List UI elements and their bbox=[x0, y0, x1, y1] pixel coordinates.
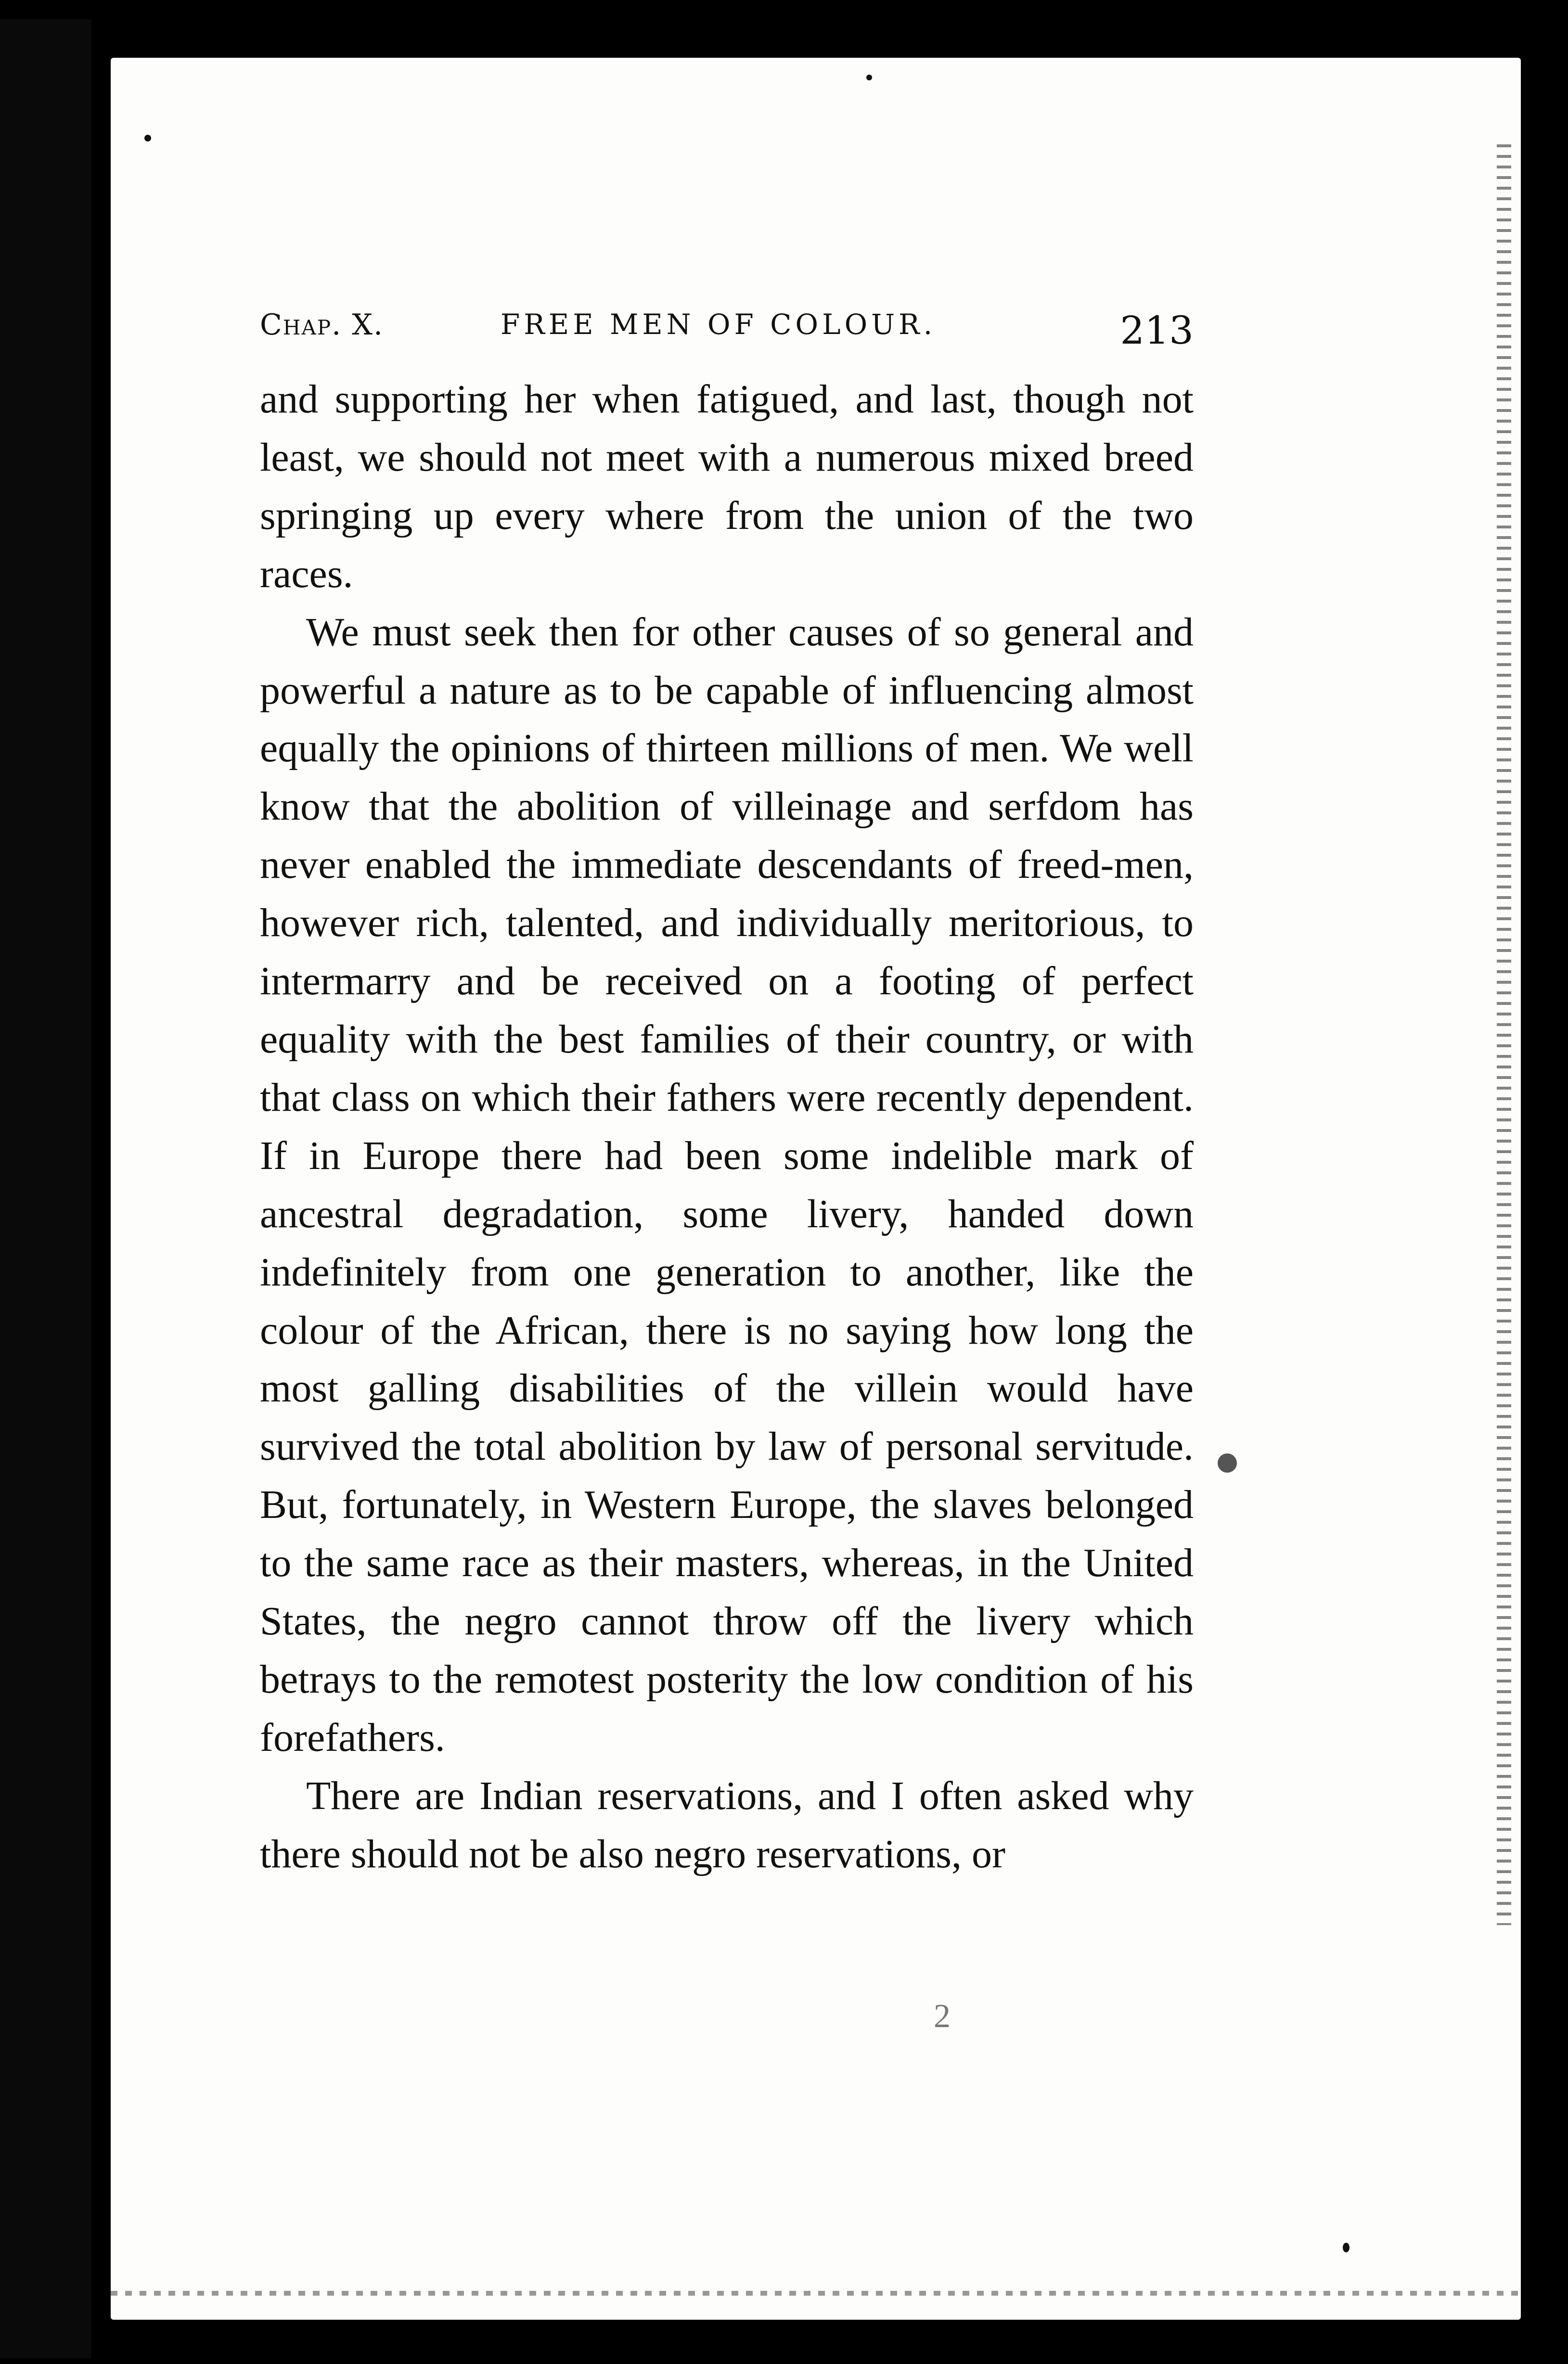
ink-speck bbox=[1343, 2243, 1350, 2252]
chapter-label: Chap. X. bbox=[260, 308, 384, 342]
page-edge-bottom bbox=[111, 2291, 1521, 2296]
running-title: FREE MEN OF COLOUR. bbox=[501, 308, 937, 341]
paragraph-1: and supporting her when fatigued, and last, though not least, we should not meet with a numerous mixed breed springing up every where from the union of the two races. bbox=[260, 377, 1194, 596]
margin-pencil-note: 2 bbox=[934, 1998, 951, 2035]
page-edge-right bbox=[1497, 144, 1511, 1925]
paragraph-3: There are Indian reservations, and I often asked why there should not be also negro reservations, or bbox=[260, 1773, 1194, 1876]
ink-speck bbox=[1218, 1453, 1237, 1473]
binding-shadow bbox=[0, 19, 91, 2358]
ink-speck bbox=[866, 75, 872, 80]
body-text bbox=[260, 371, 1194, 1884]
running-header bbox=[260, 308, 1194, 361]
page-number: 213 bbox=[1120, 308, 1194, 353]
paragraph-2: We must seek then for other causes of so general and powerful a nature as to be capable of influencing almost equally the opinions of thirteen millions of men. We well know that the abolition of villeinage and serfdom has never enabled the immediate descendants of freed-men, however rich, talented, and individually meritorious, to intermarry and be received on a footing of perfect equality with the best families of their country, or with that class on which their fathers were recently dependent. If in Europe there had been some indelible mark of ancestral degradation, some livery, handed down indefinitely from one generation to another, like the colour of the African, there is no saying how long the most galling disabilities of the villein would have survived the total abolition by law of personal servitude. But, fortunately, in Western Europe, the slaves belonged to the same race as their masters, whereas, in the United States, the negro cannot throw off the livery which betrays to the remotest posterity the low condition of his forefathers. bbox=[260, 609, 1194, 1760]
ink-speck bbox=[144, 135, 151, 141]
